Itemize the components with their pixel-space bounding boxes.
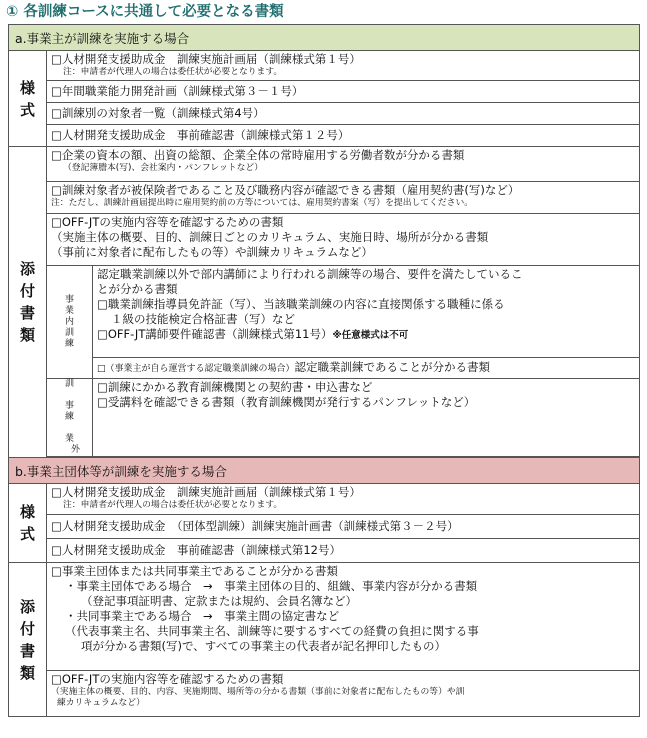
section-b-header: b.事業主団体等が訓練を実施する場合 [9, 458, 640, 484]
a-tenpu-item-2: □訓練対象者が被保険者であること及び職務内容が確認できる書類（雇用契約書(写)など） 注：ただし、訓練計画届提出時に雇用契約前の方等については、雇用契約書案（写）を提出してください。 [47, 182, 640, 214]
page-title: ① 各訓練コースに共通して必要となる書類 [6, 4, 284, 20]
section-b-tenpu-label: 添 付 書 類 [9, 563, 47, 717]
b-tenpu-offjt: □OFF-JTの実施内容等を確認するための書類 （実施主体の概要、目的、内容、実施期間、場所等の分かる書類（事前に対象者に配布したもの等）や訓 練カリキュラムなど） [47, 671, 640, 717]
jigyonai-label: 事 業 内 訓 練 [47, 266, 93, 379]
offjt-instructor-form: □OFF-JT講師要件確認書（訓練様式第11号）※任意様式は不可 [97, 327, 409, 341]
jigyonai-nintei: □（事業主が自ら運営する認定職業訓練の場合）認定職業訓練であることが分かる書類 [93, 358, 640, 379]
a-yoshiki-item-3: □訓練別の対象者一覧（訓練様式第4号） [47, 103, 640, 125]
jigyogai-documents: □訓練にかかる教育訓練機関との契約書・申込書など □受講料を確認できる書類（教育訓練機関が発行するパンフレットなど） [93, 379, 640, 457]
a-yoshiki-item-1: □人材開発支援助成金 訓練実施計画届（訓練様式第１号） 注：申請者が代理人の場合は委任状が必要となります。 [47, 51, 640, 81]
b-yoshiki-item-3: □人材開発支援助成金 事前確認書（訓練様式第12号） [47, 539, 640, 563]
b-tenpu-group-documents: □事業主団体または共同事業主であることが分かる書類 ・事業主団体である場合 → 事業主団体の目的、組織、事業内容が分かる書類 （登記事項証明書、定款または規約、会員名簿など） ・共同事業主である場合 → 事業主間の協定書など （代表事業主名、共同事業主名、訓練等に要するすべての経費の負担に関する事 項が分かる書類(写)で、すべての事業主の代表者が記名押印したもの） [47, 563, 640, 671]
a-tenpu-item-1: □企業の資本の額、出資の総額、企業全体の常時雇用する労働者数が分かる書類 （登記簿謄本(写)、会社案内・パンフレットなど） [47, 147, 640, 182]
documents-table [8, 24, 640, 717]
offjt-instructor-form-note: ※任意様式は不可 [332, 330, 409, 341]
required-documents-table [8, 24, 639, 717]
section-a-tenpu-label: 添 付 書 類 [9, 147, 47, 458]
section-b-yoshiki-label: 様 式 [9, 484, 47, 563]
jigyonai-requirements: 認定職業訓練以外で部内講師により行われる訓練等の場合、要件を満たしているこ とが分かる書類 □職業訓練指導員免許証（写）、当該職業訓練の内容に直接関係する職種に係る １級の技能検定合格証書（写）など □OFF-JT講師要件確認書（訓練様式第11号）※任意様式は不可 [93, 266, 640, 358]
a-tenpu-item-offjt: □OFF-JTの実施内容等を確認するための書類 （実施主体の概要、目的、訓練日ごとのカリキュラム、実施日時、場所が分かる書類 （事前に対象者に配布したもの等）や訓練カリキュラムなど） [47, 214, 640, 266]
jigyogai-label: 訓 事 練 業 外 [47, 379, 93, 457]
b-yoshiki-item-2: □人材開発支援助成金 （団体型訓練）訓練実施計画書（訓練様式第３－２号） [47, 515, 640, 539]
a-yoshiki-item-4: □人材開発支援助成金 事前確認書（訓練様式第１２号） [47, 125, 640, 147]
section-a-yoshiki-label: 様 式 [9, 51, 47, 147]
a-yoshiki-item-1-note: 注：申請者が代理人の場合は委任状が必要となります。 [63, 67, 283, 77]
section-a-header: a.事業主が訓練を実施する場合 [9, 25, 640, 51]
a-yoshiki-item-2: □年間職業能力開発計画（訓練様式第３－１号） [47, 81, 640, 103]
b-yoshiki-item-1: □人材開発支援助成金 訓練実施計画届（訓練様式第１号） 注：申請者が代理人の場合は委任状が必要となります。 [47, 484, 640, 515]
